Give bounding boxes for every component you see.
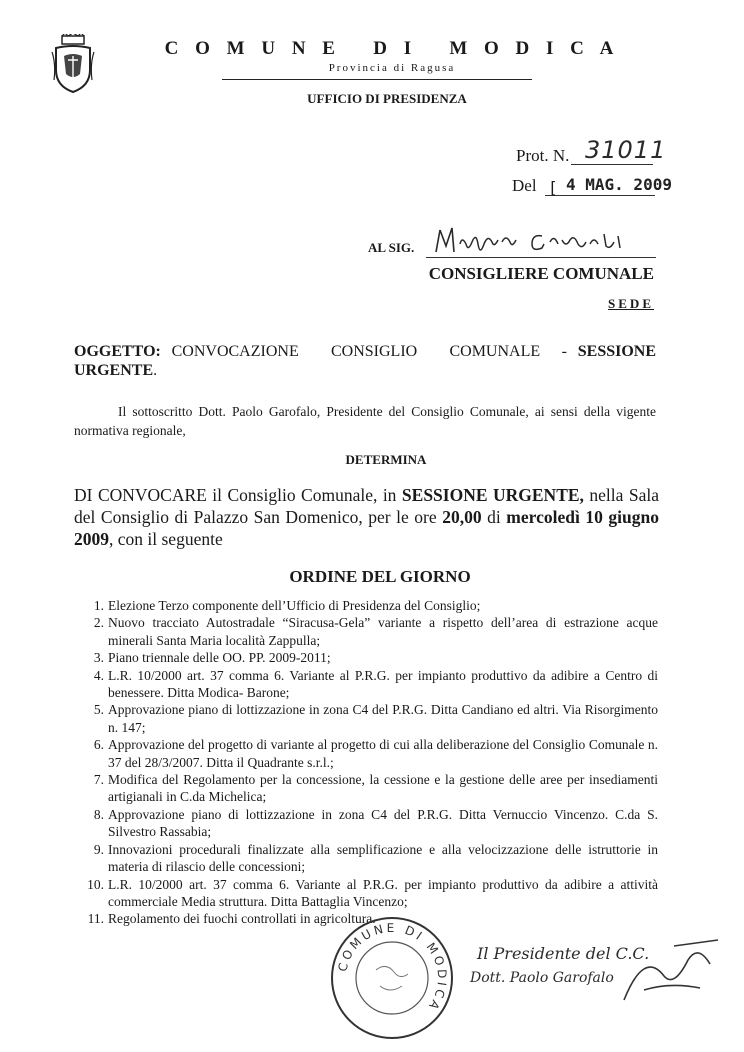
agenda-item — [84, 806, 658, 841]
province-name: Provincia di Ragusa — [328, 62, 456, 74]
agenda-item — [84, 771, 658, 806]
header-divider — [222, 79, 532, 80]
agenda-item-number: 9. — [93, 841, 104, 857]
agenda-item-number: 3. — [93, 650, 104, 666]
agenda-item-text: Piano triennale delle OO. PP. 2009-2011; — [108, 650, 331, 666]
office-name: UFFICIO DI PRESIDENZA — [307, 91, 467, 106]
subject-session: SESSIONE URGENTE — [74, 343, 657, 379]
convocation-text-3: di — [481, 507, 507, 527]
convocation-text-4: , con il seguente — [109, 529, 223, 549]
agenda-item-text: Regolamento dei fuochi controllati in agricoltura. — [108, 911, 376, 927]
agenda-item — [84, 597, 658, 614]
agenda-item — [84, 614, 658, 649]
subject-line — [74, 342, 656, 380]
agenda-item-text: Approvazione piano di lottizzazione in zona C4 del P.R.G. Ditta Candiano ed altri. Via Risorgimento n. 147; — [108, 702, 658, 735]
agenda-item-number: 4. — [93, 667, 104, 683]
agenda-item-number: 10. — [87, 876, 104, 892]
agenda-item-text: L.R. 10/2000 art. 37 comma 6. Variante al P.R.G. per impianto produttivo da adibire a attività commerciale Media struttura. Ditta Battaglia Vincenzo; — [108, 876, 658, 909]
subject-end: . — [153, 362, 158, 379]
protocol-underline — [571, 164, 653, 165]
determina-heading: DETERMINA — [345, 452, 427, 467]
agenda-item-text: Approvazione piano di lottizzazione in zona C4 del P.R.G. Ditta Vernuccio Vincenzo. C.da S. Silvestro Rassabia; — [108, 806, 658, 840]
subject-text: CONVOCAZIONE CONSIGLIO COMUNALE - — [171, 343, 567, 360]
convocation-session: SESSIONE URGENTE, — [401, 485, 584, 505]
recipient-role: CONSIGLIERE COMUNALE — [428, 264, 654, 283]
agenda-item — [84, 876, 658, 911]
agenda-item — [84, 841, 658, 876]
agenda-item-number: 7. — [93, 772, 104, 788]
recipient-label: AL SIG. — [368, 240, 415, 255]
agenda-list — [84, 597, 658, 928]
agenda-item — [84, 736, 658, 771]
convocation-text-1: DI CONVOCARE il Consiglio Comunale, in — [74, 485, 402, 505]
subject-label: OGGETTO: — [74, 343, 161, 360]
agenda-item-text: L.R. 10/2000 art. 37 comma 6. Variante al P.R.G. per impianto produttivo da adibire a Centro di benessere. Ditta Modica- Barone; — [108, 667, 658, 701]
protocol-label: Prot. N. — [516, 146, 570, 165]
agenda-heading: ORDINE DEL GIORNO — [289, 567, 471, 586]
convocation-text-2: nella Sala del Consiglio di Palazzo San Domenico, per le ore — [74, 485, 660, 527]
seal-text: COMUNE DI MODICA — [335, 920, 450, 1015]
svg-text:COMUNE DI MODICA — [335, 921, 449, 1014]
agenda-item — [84, 701, 658, 736]
agenda-item-number: 2. — [93, 615, 104, 631]
recipient-location: SEDE — [608, 296, 654, 311]
date-underline — [545, 195, 655, 196]
signature-name: Dott. Paolo Garofalo — [470, 970, 614, 986]
agenda-item — [84, 649, 658, 666]
protocol-number: 31011 — [585, 136, 667, 164]
agenda-item-number: 6. — [93, 737, 104, 753]
convocation-time: 20,00 — [442, 507, 482, 527]
intro-paragraph: Il sottoscritto Dott. Paolo Garofalo, Presidente del Consiglio Comunale, ai sensi della vigente normativa regionale, — [74, 404, 656, 438]
signature-title: Il Presidente del C.C. — [477, 944, 650, 963]
agenda-item-number: 8. — [93, 806, 104, 822]
agenda-item-number: 1. — [93, 598, 104, 613]
agenda-item-text: Innovazioni procedurali finalizzate alla semplificazione e alla velocizzazione delle istruttorie in materia di rilascio delle concessioni; — [108, 841, 658, 875]
municipality-name: C O M U N E D I M O D I C A — [164, 38, 620, 59]
agenda-item-text: Elezione Terzo componente dell’Ufficio di Presidenza del Consiglio; — [108, 598, 481, 613]
convocation-date: mercoledì 10 giugno 2009 — [74, 507, 659, 549]
agenda-item-text: Nuovo tracciato Autostradale “Siracusa-Gela” variante a rispetto dell’area di estrazione acque minerali Santa Maria località Zappulla; — [108, 615, 658, 648]
agenda-item-text: Approvazione del progetto di variante al progetto di cui alla deliberazione del Consiglio Comunale n. 37 del 28/3/2007. Ditta il Quadrante s.r.l.; — [108, 737, 658, 770]
agenda-item — [84, 667, 658, 702]
date-stamp: 4 MAG. 2009 — [566, 175, 672, 194]
convocation-paragraph — [74, 484, 659, 550]
date-stamp-bracket: [ — [548, 178, 558, 197]
agenda-item-number: 11. — [87, 911, 104, 927]
agenda-item-number: 5. — [93, 702, 104, 718]
date-label: Del — [512, 176, 537, 195]
agenda-item-text: Modifica del Regolamento per la concessione, la cessione e la gestione delle aree per insediamenti artigianali in C.da Michelica; — [108, 772, 658, 805]
official-seal-stamp — [328, 914, 456, 1042]
recipient-handwritten-name — [432, 222, 642, 258]
